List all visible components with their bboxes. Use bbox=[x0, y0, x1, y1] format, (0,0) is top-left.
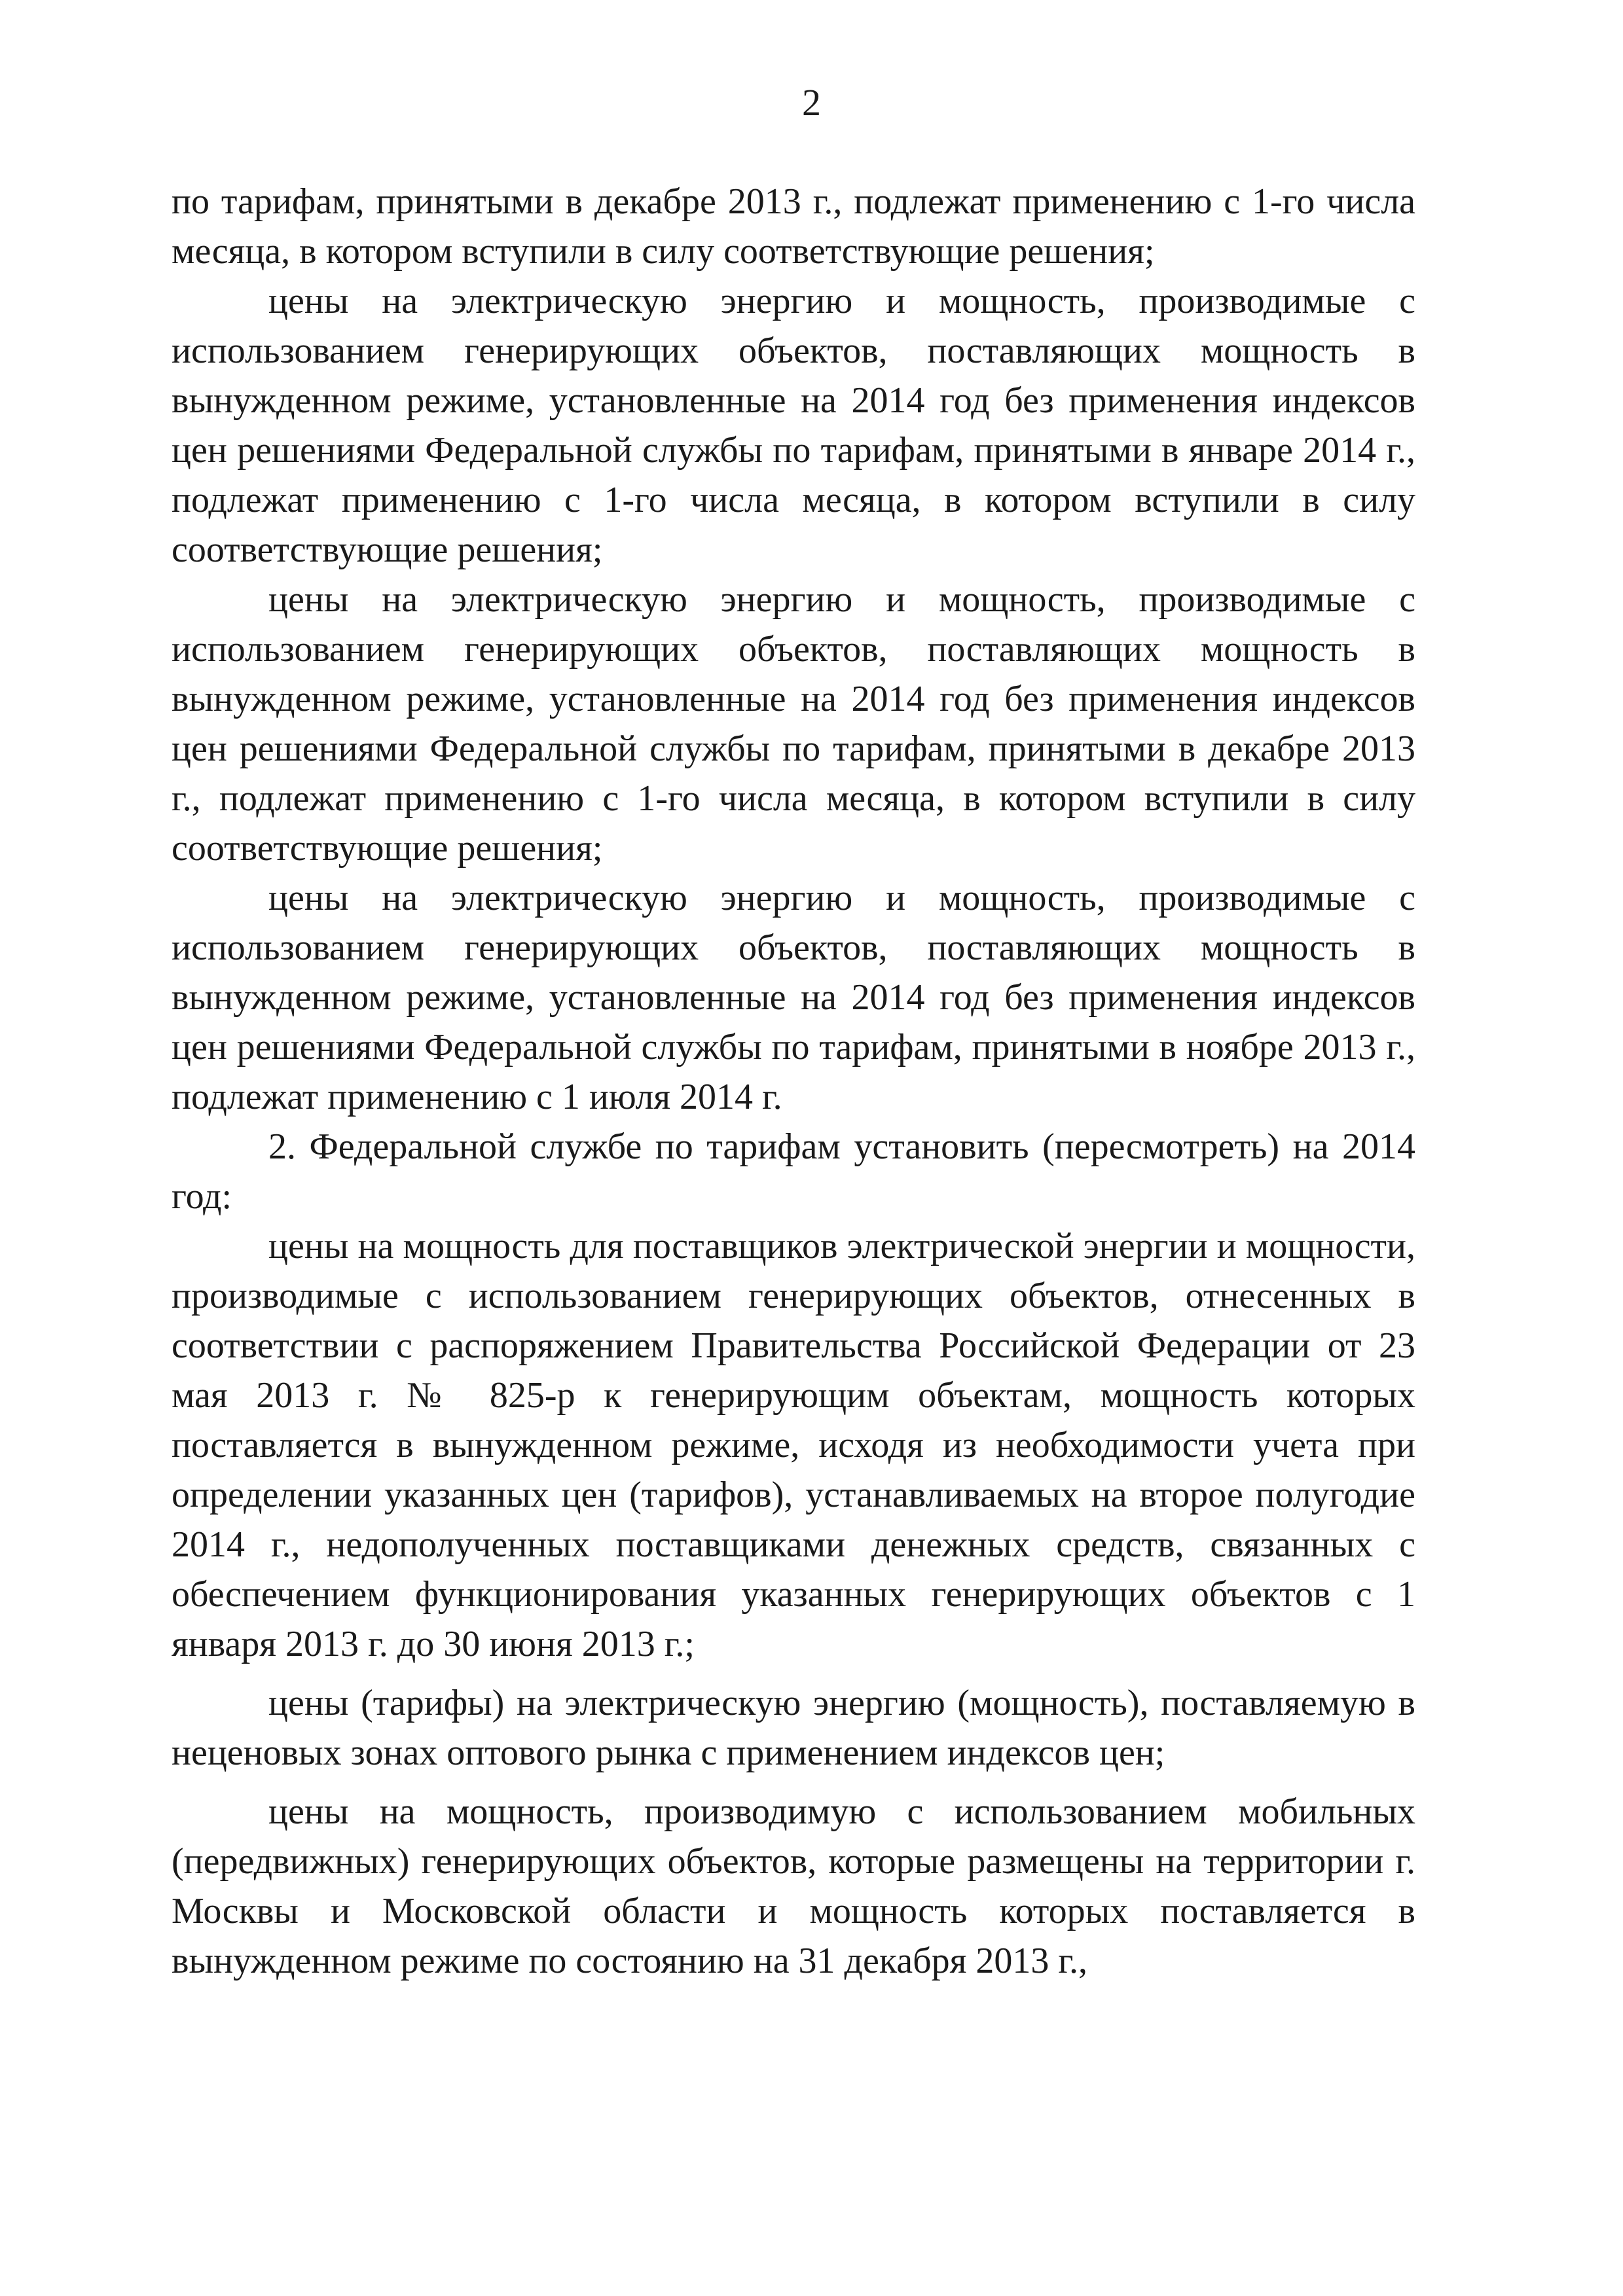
paragraph-prices-december-2013: цены на электрическую энергию и мощность, производимые с использованием генерирующих объектов, поставляющих мощность в вынужденном режиме, установленные на 2014 год без применения индексов цен решениями Федеральной службы по тарифам, принятыми в декабре 2013 г., подлежат применению с 1-го числа месяца, в котором вступили в силу соответствующие решения; bbox=[172, 579, 1415, 869]
paragraph-non-price-zones: цены (тарифы) на электрическую энергию (мощность), поставляемую в неценовых зонах оптового рынка с применением индексов цен; bbox=[172, 1683, 1415, 1773]
page-number: 2 bbox=[802, 81, 821, 124]
paragraph-prices-november-2013: цены на электрическую энергию и мощность, производимые с использованием генерирующих объектов, поставляющих мощность в вынужденном режиме, установленные на 2014 год без применения индексов цен решениями Федеральной службы по тарифам, принятыми в ноябре 2013 г., подлежат применению с 1 июля 2014 г. bbox=[172, 878, 1415, 1117]
document-body bbox=[172, 177, 1415, 1986]
paragraph-prices-january-2014: цены на электрическую энергию и мощность, производимые с использованием генерирующих объектов, поставляющих мощность в вынужденном режиме, установленные на 2014 год без применения индексов цен решениями Федеральной службы по тарифам, принятыми в январе 2014 г., подлежат применению с 1-го числа месяца, в котором вступили в силу соответствующие решения; bbox=[172, 281, 1415, 570]
paragraph-item-2: 2. Федеральной службе по тарифам установить (пересмотреть) на 2014 год: bbox=[172, 1126, 1415, 1217]
paragraph-capacity-prices: цены на мощность для поставщиков электрической энергии и мощности, производимые с использованием генерирующих объектов, отнесенных в соответствии с распоряжением Правительства Российской Федерации от 23 мая 2013 г. № 825-р к генерирующим объектам, мощность которых поставляется в вынужденном режиме, исходя из необходимости учета при определении указанных цен (тарифов), устанавливаемых на второе полугодие 2014 г., недополученных поставщиками денежных средств, связанных с обеспечением функционирования указанных генерирующих объектов с 1 января 2013 г. до 30 июня 2013 г.; bbox=[172, 1226, 1415, 1664]
paragraph-continuation: по тарифам, принятыми в декабре 2013 г., подлежат применению с 1-го числа месяца, в котором вступили в силу соответствующие решения; bbox=[172, 181, 1415, 272]
paragraph-mobile-generating-objects: цены на мощность, производимую с использованием мобильных (передвижных) генерирующих объектов, которые размещены на территории г. Москвы и Московской области и мощность которых поставляется в вынужденном режиме по состоянию на 31 декабря 2013 г., bbox=[172, 1791, 1415, 1981]
